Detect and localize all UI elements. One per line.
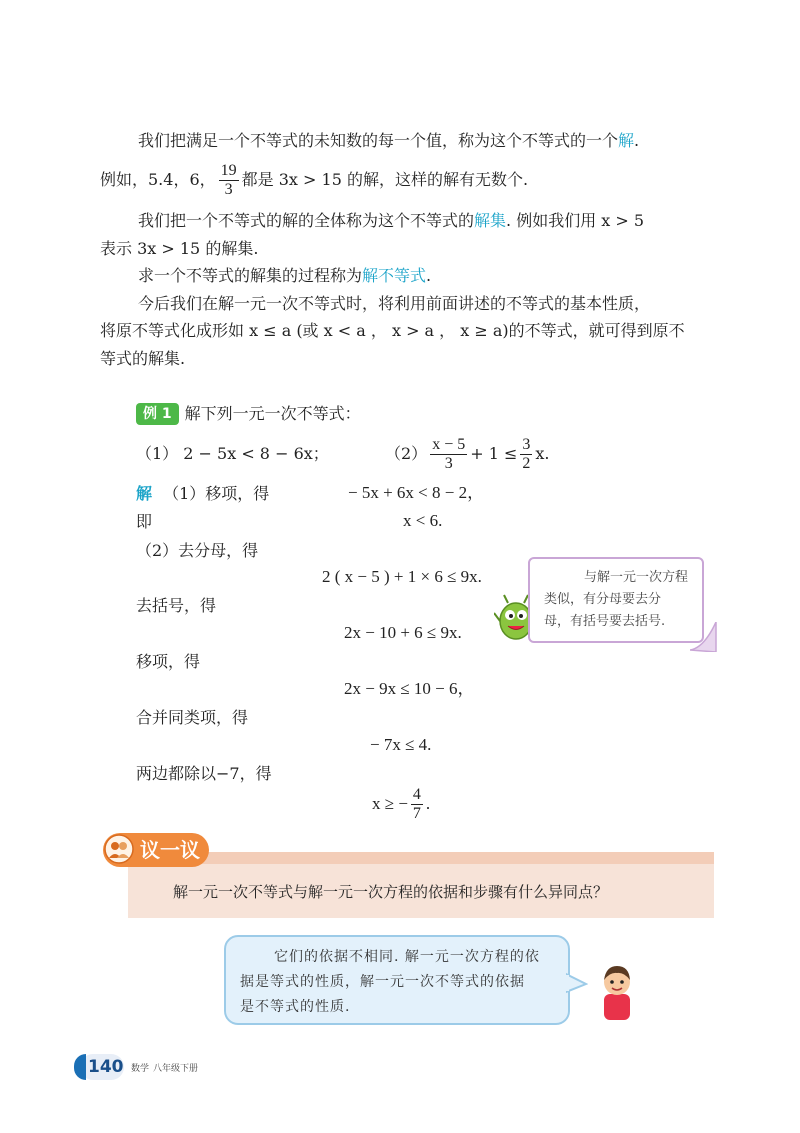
example-q1: （1） 2 − 5x < 8 − 6x；: [136, 444, 329, 463]
para4-line3: 等式的解集.: [100, 349, 186, 368]
s2-step2-label: 去括号，得: [136, 596, 217, 615]
eq5-den: 7: [412, 804, 421, 822]
page-curl-icon: [690, 622, 718, 652]
discuss-title: 议一议: [140, 838, 200, 862]
example-badge: 例 1: [136, 403, 179, 425]
para3-text: 求一个不等式的解集的过程称为: [138, 266, 363, 285]
s2-equation5: [372, 782, 430, 826]
q2-num: x − 5: [432, 435, 466, 453]
s2-step5-label: 两边都除以−7，得: [136, 764, 272, 783]
side-note-line1: 与解一元一次方程: [584, 570, 689, 585]
q2-den2: 2: [522, 454, 531, 472]
para4-line1: 今后我们在解一元一次不等式时，将利用前面讲述的不等式的基本性质，: [138, 294, 651, 313]
s2-step3-label: 移项，得: [136, 652, 201, 671]
side-note: [528, 557, 704, 643]
side-note-line2: 类似，有分母要去分: [544, 592, 662, 607]
para1-line2: [100, 158, 528, 202]
para2-example: . 例如我们用 x > 5: [506, 211, 645, 230]
s2-equation1: 2 ( x − 5 ) + 1 × 6 ≤ 9x.: [322, 567, 482, 586]
s1-result: x < 6.: [403, 511, 443, 530]
q2-num2: 3: [522, 435, 531, 453]
para3-period: .: [426, 266, 432, 285]
para1-tail: 都是 3x > 15 的解，这样的解有无数个.: [241, 170, 529, 189]
discuss-top-strip: [128, 852, 714, 864]
eq5-fraction: [411, 786, 423, 823]
term-solve-inequality: 解不等式: [362, 266, 427, 285]
answer-line3: 是不等式的性质.: [240, 999, 351, 1015]
s2-label: （2）去分母，得: [136, 541, 259, 560]
people-icon: [104, 834, 134, 864]
frac-num: 19: [220, 161, 237, 179]
eq5-num: 4: [412, 785, 421, 803]
para1-examples: 例如，5.4，6，: [100, 170, 216, 189]
example-q2: [385, 432, 550, 476]
side-note-line3: 母，有括号要去括号.: [544, 614, 666, 629]
fraction-19-3: [219, 162, 239, 199]
answer-bubble: [224, 935, 570, 1025]
para1-period: .: [634, 131, 640, 150]
discuss-question: 解一元一次不等式与解一元一次方程的依据和步骤有什么异同点？: [173, 883, 609, 901]
q2-end: x.: [535, 444, 550, 463]
para1-text: 我们把满足一个不等式的未知数的每一个值，称为这个不等式的一个: [138, 131, 619, 150]
s2-equation3: 2x − 9x ≤ 10 − 6，: [344, 679, 475, 698]
page-number-accent: [74, 1054, 86, 1080]
page-number: 140: [88, 1057, 124, 1077]
s2-step4-label: 合并同类项，得: [136, 708, 249, 727]
solution-step1: [136, 484, 269, 504]
term-solution-set: 解集: [474, 211, 507, 230]
boy-avatar-icon: [596, 960, 638, 1020]
footer-subject: 数学: [131, 1064, 150, 1074]
para2-text: 我们把一个不等式的解的全体称为这个不等式的: [138, 211, 475, 230]
s1-ji: 即: [136, 512, 153, 531]
q2-fraction-left: [430, 436, 467, 473]
s1-equation: − 5x + 6x < 8 − 2，: [348, 483, 485, 502]
frac-den: 3: [224, 180, 233, 198]
q2-mid: + 1 ≤: [470, 444, 518, 463]
footer-book: 八年级下册: [153, 1064, 199, 1074]
para2-line1: [138, 211, 644, 231]
q2-den: 3: [444, 454, 453, 472]
para4-line2: 将原不等式化成形如 x ≤ a (或 x < a ， x > a ， x ≥ a)的不等式，就可得到原不: [100, 321, 685, 340]
q2-label: （2）: [385, 444, 428, 463]
s2-equation4: − 7x ≤ 4.: [370, 735, 432, 754]
example-title: 解下列一元一次不等式：: [184, 404, 361, 423]
para2-line2: 表示 3x > 15 的解集.: [100, 239, 259, 258]
term-solution: 解: [618, 131, 635, 150]
example-header: [136, 403, 361, 425]
q2-fraction-right: [520, 436, 532, 473]
eq5-end: .: [425, 794, 431, 813]
para1-line1: [138, 131, 639, 151]
s2-equation2: 2x − 10 + 6 ≤ 9x.: [344, 623, 462, 642]
eq5-pre: x ≥ −: [372, 794, 408, 813]
solution-label: 解: [136, 484, 153, 503]
answer-line1: 它们的依据不相同. 解一元一次方程的依: [274, 949, 540, 965]
s1-label: （1）移项，得: [163, 484, 270, 503]
para3: [138, 266, 431, 286]
answer-line2: 据是等式的性质，解一元一次不等式的依据: [240, 974, 525, 990]
bubble-tail-icon: [566, 972, 588, 994]
